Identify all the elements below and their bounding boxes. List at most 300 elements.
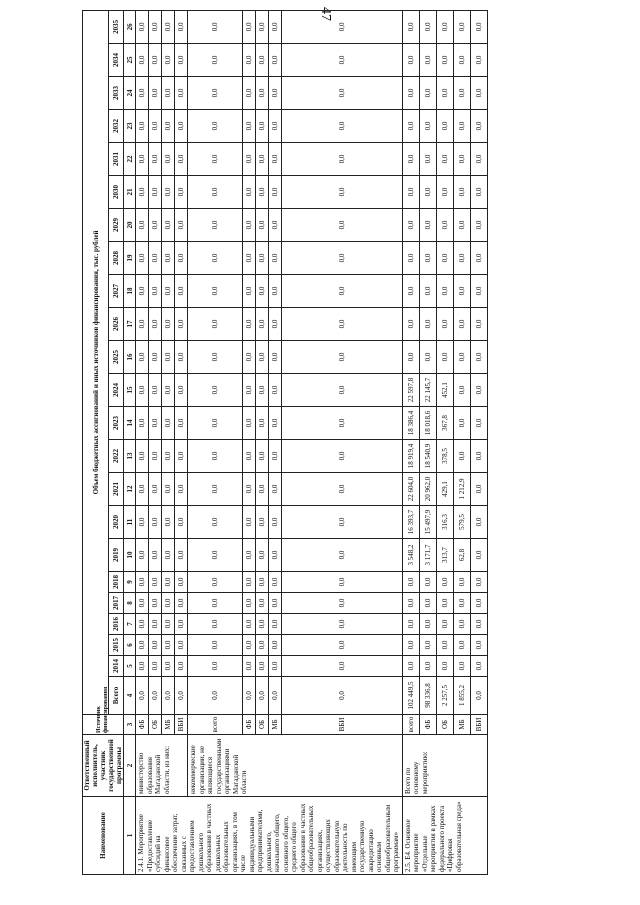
header-funding: Объем бюджетных ассигнований и иных источников финансирования, тыс. рублей	[83, 10, 109, 714]
value-cell: 0,0	[175, 593, 188, 614]
value-cell: 0,0	[242, 677, 255, 715]
value-cell: 0,0	[149, 440, 162, 473]
value-cell: 0,0	[436, 44, 453, 77]
value-cell: 0,0	[175, 242, 188, 275]
value-cell: 0,0	[175, 677, 188, 715]
value-cell: 0,0	[453, 242, 470, 275]
value-cell: 0,0	[149, 572, 162, 593]
value-cell: 0,0	[470, 539, 487, 572]
value-cell: 0,0	[255, 143, 268, 176]
value-cell: 18 386,4	[402, 407, 419, 440]
value-cell: 0,0	[162, 308, 175, 341]
value-cell: 0,0	[242, 440, 255, 473]
value-cell: 0,0	[149, 635, 162, 656]
column-number: 7	[124, 614, 136, 635]
value-cell: 0,0	[281, 143, 402, 176]
source-cell: ОБ	[255, 715, 268, 735]
value-cell: 0,0	[470, 614, 487, 635]
column-number: 25	[124, 44, 136, 77]
year-header: 2019	[109, 539, 124, 572]
value-cell: 0,0	[402, 614, 419, 635]
value-cell: 0,0	[419, 209, 436, 242]
year-header: 2023	[109, 407, 124, 440]
value-cell: 0,0	[281, 593, 402, 614]
value-cell: 0,0	[255, 44, 268, 77]
value-cell: 15 497,9	[419, 506, 436, 539]
value-cell: 0,0	[162, 656, 175, 677]
value-cell: 0,0	[419, 77, 436, 110]
value-cell: 0,0	[436, 656, 453, 677]
value-cell: 0,0	[188, 275, 243, 308]
value-cell: 0,0	[188, 593, 243, 614]
value-cell: 0,0	[470, 656, 487, 677]
header-name: Наименование	[83, 797, 124, 875]
value-cell: 0,0	[268, 539, 281, 572]
column-number: 21	[124, 176, 136, 209]
value-cell: 0,0	[281, 635, 402, 656]
value-cell: 0,0	[136, 176, 149, 209]
value-cell: 0,0	[242, 539, 255, 572]
year-header: 2022	[109, 440, 124, 473]
value-cell: 0,0	[470, 635, 487, 656]
value-cell: 0,0	[242, 473, 255, 506]
value-cell: 0,0	[188, 506, 243, 539]
value-cell: 0,0	[419, 593, 436, 614]
source-cell: ФБ	[242, 715, 255, 735]
value-cell: 0,0	[175, 572, 188, 593]
value-cell: 0,0	[453, 275, 470, 308]
value-cell: 0,0	[149, 308, 162, 341]
value-cell: 0,0	[402, 110, 419, 143]
value-cell: 0,0	[470, 506, 487, 539]
year-header: 2026	[109, 308, 124, 341]
column-number: 4	[124, 677, 136, 715]
value-cell: 0,0	[149, 176, 162, 209]
value-cell: 0,0	[136, 275, 149, 308]
value-cell: 0,0	[162, 143, 175, 176]
value-cell: 0,0	[453, 341, 470, 374]
value-cell: 0,0	[281, 473, 402, 506]
value-cell: 0,0	[162, 176, 175, 209]
value-cell: 0,0	[268, 77, 281, 110]
value-cell: 0,0	[419, 275, 436, 308]
value-cell: 0,0	[436, 209, 453, 242]
value-cell: 0,0	[188, 656, 243, 677]
value-cell: 0,0	[175, 656, 188, 677]
value-cell: 0,0	[436, 341, 453, 374]
value-cell: 0,0	[436, 308, 453, 341]
source-cell: ФБ	[419, 715, 436, 735]
value-cell: 0,0	[175, 506, 188, 539]
value-cell: 0,0	[162, 209, 175, 242]
value-cell: 0,0	[255, 275, 268, 308]
value-cell: 0,0	[188, 242, 243, 275]
value-cell: 0,0	[162, 635, 175, 656]
value-cell: 0,0	[255, 593, 268, 614]
value-cell: 0,0	[175, 44, 188, 77]
value-cell: 0,0	[149, 242, 162, 275]
value-cell: 0,0	[136, 143, 149, 176]
value-cell: 0,0	[402, 209, 419, 242]
value-cell: 0,0	[188, 176, 243, 209]
value-cell: 0,0	[470, 209, 487, 242]
value-cell: 0,0	[188, 539, 243, 572]
value-cell: 0,0	[470, 440, 487, 473]
column-number: 22	[124, 143, 136, 176]
measure-name: 2.4.1. Мероприятие «Предоставление субсидий на финансовое обеспечение затрат, связанных с предоставлением дошкольного образования в частных дошкольных образовательных организациях, в том числе индивидуальными предпринимателями, дошкольного, начального общего, основного общего, среднего общего образования в частных общеобразовательных организациях, осуществляющих образовательную деятельность по имеющим государственную аккредитацию основным общеобразовательным программам»	[136, 797, 403, 875]
value-cell: 0,0	[402, 572, 419, 593]
value-cell: 0,0	[268, 374, 281, 407]
value-cell: 0,0	[255, 110, 268, 143]
value-cell: 0,0	[255, 209, 268, 242]
value-cell: 0,0	[242, 635, 255, 656]
value-cell: 0,0	[149, 614, 162, 635]
value-cell: 0,0	[281, 44, 402, 77]
value-cell: 0,0	[453, 209, 470, 242]
value-cell: 102 449,5	[402, 677, 419, 715]
value-cell: 0,0	[149, 209, 162, 242]
value-cell: 0,0	[470, 374, 487, 407]
value-cell: 0,0	[268, 341, 281, 374]
source-cell: ВБИ	[281, 715, 402, 735]
year-header: Всего	[109, 677, 124, 715]
value-cell: 0,0	[188, 209, 243, 242]
value-cell: 0,0	[281, 506, 402, 539]
value-cell: 0,0	[255, 635, 268, 656]
column-number: 16	[124, 341, 136, 374]
value-cell: 0,0	[453, 176, 470, 209]
value-cell: 0,0	[268, 440, 281, 473]
value-cell: 0,0	[470, 143, 487, 176]
executor-ministry: министерство образования Магаданской области, из них:	[136, 735, 188, 797]
value-cell: 0,0	[188, 44, 243, 77]
value-cell: 0,0	[136, 374, 149, 407]
value-cell: 0,0	[162, 374, 175, 407]
value-cell: 0,0	[419, 110, 436, 143]
value-cell: 0,0	[149, 407, 162, 440]
value-cell: 0,0	[470, 110, 487, 143]
value-cell: 0,0	[268, 593, 281, 614]
value-cell: 0,0	[242, 341, 255, 374]
value-cell: 0,0	[402, 242, 419, 275]
value-cell: 0,0	[162, 539, 175, 572]
column-number: 5	[124, 656, 136, 677]
value-cell: 0,0	[162, 242, 175, 275]
year-header: 2015	[109, 635, 124, 656]
year-header: 2025	[109, 341, 124, 374]
year-header: 2024	[109, 374, 124, 407]
value-cell: 0,0	[268, 506, 281, 539]
value-cell: 0,0	[255, 308, 268, 341]
value-cell: 0,0	[136, 593, 149, 614]
value-cell: 0,0	[149, 341, 162, 374]
value-cell: 0,0	[419, 656, 436, 677]
column-number: 23	[124, 110, 136, 143]
value-cell: 0,0	[188, 635, 243, 656]
value-cell: 0,0	[419, 635, 436, 656]
funding-table	[82, 10, 488, 875]
value-cell: 0,0	[136, 209, 149, 242]
value-cell: 0,0	[268, 308, 281, 341]
value-cell: 0,0	[402, 635, 419, 656]
value-cell: 18 919,4	[402, 440, 419, 473]
value-cell: 0,0	[149, 44, 162, 77]
value-cell: 0,0	[268, 209, 281, 242]
source-cell: ОБ	[149, 715, 162, 735]
value-cell: 0,0	[136, 242, 149, 275]
value-cell: 0,0	[453, 656, 470, 677]
header-source: Источник финансирования	[83, 715, 124, 735]
value-cell: 0,0	[255, 506, 268, 539]
value-cell: 0,0	[162, 614, 175, 635]
column-number: 19	[124, 242, 136, 275]
value-cell: 2 257,5	[436, 677, 453, 715]
value-cell: 0,0	[242, 374, 255, 407]
value-cell: 0,0	[419, 143, 436, 176]
value-cell: 0,0	[255, 10, 268, 43]
value-cell: 0,0	[255, 77, 268, 110]
value-cell: 0,0	[436, 635, 453, 656]
value-cell: 0,0	[136, 473, 149, 506]
value-cell: 0,0	[136, 677, 149, 715]
value-cell: 0,0	[255, 677, 268, 715]
value-cell: 0,0	[149, 473, 162, 506]
column-number: 8	[124, 593, 136, 614]
value-cell: 0,0	[242, 10, 255, 43]
value-cell: 0,0	[268, 242, 281, 275]
value-cell: 0,0	[453, 593, 470, 614]
value-cell: 0,0	[136, 440, 149, 473]
value-cell: 0,0	[436, 572, 453, 593]
value-cell: 0,0	[255, 473, 268, 506]
value-cell: 0,0	[281, 77, 402, 110]
value-cell: 0,0	[149, 10, 162, 43]
value-cell: 0,0	[281, 374, 402, 407]
year-header: 2031	[109, 143, 124, 176]
year-header: 2017	[109, 593, 124, 614]
value-cell: 0,0	[149, 656, 162, 677]
value-cell: 0,0	[268, 635, 281, 656]
value-cell: 0,0	[149, 677, 162, 715]
value-cell: 0,0	[453, 572, 470, 593]
value-cell: 0,0	[188, 572, 243, 593]
value-cell: 316,3	[436, 506, 453, 539]
value-cell: 0,0	[281, 275, 402, 308]
value-cell: 0,0	[255, 656, 268, 677]
value-cell: 0,0	[242, 44, 255, 77]
value-cell: 367,8	[436, 407, 453, 440]
column-number: 15	[124, 374, 136, 407]
value-cell: 0,0	[255, 341, 268, 374]
value-cell: 0,0	[281, 614, 402, 635]
column-number: 9	[124, 572, 136, 593]
value-cell: 0,0	[419, 341, 436, 374]
value-cell: 0,0	[470, 407, 487, 440]
value-cell: 0,0	[402, 77, 419, 110]
value-cell: 0,0	[419, 44, 436, 77]
value-cell: 0,0	[175, 110, 188, 143]
column-number: 6	[124, 635, 136, 656]
value-cell: 0,0	[175, 209, 188, 242]
value-cell: 0,0	[402, 143, 419, 176]
value-cell: 16 393,7	[402, 506, 419, 539]
column-number: 24	[124, 77, 136, 110]
value-cell: 0,0	[175, 77, 188, 110]
column-number: 26	[124, 10, 136, 43]
value-cell: 0,0	[136, 572, 149, 593]
value-cell: 0,0	[242, 275, 255, 308]
value-cell: 0,0	[402, 656, 419, 677]
year-header: 2032	[109, 110, 124, 143]
measure-name: 2.5. Е4. Основное мероприятие «Отдельные мероприятия в рамках федерального проекта «Цифровая образовательная среда»	[402, 797, 487, 875]
column-number: 1	[124, 797, 136, 875]
column-number: 20	[124, 209, 136, 242]
value-cell: 0,0	[242, 593, 255, 614]
value-cell: 0,0	[175, 308, 188, 341]
value-cell: 0,0	[470, 176, 487, 209]
value-cell: 0,0	[419, 614, 436, 635]
year-header: 2018	[109, 572, 124, 593]
value-cell: 18 540,9	[419, 440, 436, 473]
value-cell: 0,0	[162, 440, 175, 473]
value-cell: 0,0	[175, 10, 188, 43]
value-cell: 0,0	[188, 308, 243, 341]
value-cell: 0,0	[188, 10, 243, 43]
value-cell: 0,0	[470, 44, 487, 77]
value-cell: 0,0	[188, 440, 243, 473]
page-number: 47	[318, 7, 333, 21]
value-cell: 0,0	[242, 242, 255, 275]
column-number: 11	[124, 506, 136, 539]
value-cell: 0,0	[188, 473, 243, 506]
value-cell: 0,0	[136, 539, 149, 572]
value-cell: 0,0	[242, 143, 255, 176]
value-cell: 0,0	[281, 10, 402, 43]
value-cell: 0,0	[419, 572, 436, 593]
value-cell: 0,0	[470, 275, 487, 308]
year-header: 2027	[109, 275, 124, 308]
value-cell: 0,0	[175, 407, 188, 440]
value-cell: 0,0	[136, 308, 149, 341]
column-number: 14	[124, 407, 136, 440]
year-header: 2028	[109, 242, 124, 275]
value-cell: 0,0	[188, 614, 243, 635]
year-header: 2014	[109, 656, 124, 677]
value-cell: 0,0	[242, 308, 255, 341]
value-cell: 0,0	[436, 614, 453, 635]
value-cell: 0,0	[175, 341, 188, 374]
value-cell: 0,0	[149, 275, 162, 308]
value-cell: 0,0	[402, 341, 419, 374]
source-cell: всего	[402, 715, 419, 735]
value-cell: 0,0	[268, 44, 281, 77]
value-cell: 0,0	[419, 308, 436, 341]
value-cell: 0,0	[402, 176, 419, 209]
year-header: 2034	[109, 44, 124, 77]
value-cell: 0,0	[268, 275, 281, 308]
value-cell: 0,0	[175, 176, 188, 209]
value-cell: 98 336,8	[419, 677, 436, 715]
value-cell: 0,0	[281, 341, 402, 374]
value-cell: 0,0	[162, 10, 175, 43]
value-cell: 0,0	[136, 341, 149, 374]
value-cell: 0,0	[162, 506, 175, 539]
value-cell: 0,0	[136, 635, 149, 656]
value-cell: 0,0	[453, 77, 470, 110]
value-cell: 0,0	[419, 242, 436, 275]
column-number: 13	[124, 440, 136, 473]
value-cell: 0,0	[453, 308, 470, 341]
value-cell: 0,0	[281, 110, 402, 143]
value-cell: 0,0	[136, 656, 149, 677]
value-cell: 0,0	[175, 473, 188, 506]
value-cell: 0,0	[470, 677, 487, 715]
value-cell: 0,0	[188, 77, 243, 110]
value-cell: 3 171,7	[419, 539, 436, 572]
value-cell: 0,0	[453, 143, 470, 176]
value-cell: 0,0	[436, 593, 453, 614]
value-cell: 0,0	[188, 407, 243, 440]
value-cell: 0,0	[255, 374, 268, 407]
value-cell: 0,0	[281, 656, 402, 677]
value-cell: 0,0	[175, 635, 188, 656]
value-cell: 0,0	[162, 44, 175, 77]
value-cell: 0,0	[136, 614, 149, 635]
value-cell: 0,0	[162, 572, 175, 593]
value-cell: 0,0	[268, 677, 281, 715]
column-number: 3	[124, 715, 136, 735]
source-cell: ВБИ	[175, 715, 188, 735]
value-cell: 0,0	[162, 110, 175, 143]
value-cell: 0,0	[242, 110, 255, 143]
value-cell: 313,7	[436, 539, 453, 572]
value-cell: 0,0	[470, 473, 487, 506]
rotated-page	[82, 19, 637, 875]
value-cell: 1 855,2	[453, 677, 470, 715]
value-cell: 0,0	[255, 176, 268, 209]
value-cell: 0,0	[268, 572, 281, 593]
value-cell: 0,0	[162, 407, 175, 440]
value-cell: 0,0	[268, 176, 281, 209]
year-header: 2016	[109, 614, 124, 635]
value-cell: 0,0	[162, 677, 175, 715]
value-cell: 0,0	[175, 143, 188, 176]
value-cell: 0,0	[419, 176, 436, 209]
value-cell: 579,5	[453, 506, 470, 539]
value-cell: 0,0	[242, 572, 255, 593]
table-row	[136, 10, 149, 874]
value-cell: 0,0	[242, 614, 255, 635]
value-cell: 0,0	[402, 593, 419, 614]
value-cell: 0,0	[136, 10, 149, 43]
source-cell: МБ	[453, 715, 470, 735]
value-cell: 0,0	[136, 407, 149, 440]
value-cell: 0,0	[268, 473, 281, 506]
value-cell: 1 212,9	[453, 473, 470, 506]
value-cell: 0,0	[136, 77, 149, 110]
executor-nonprofit: некоммерческие организации, не являющиеся государственными организациями Магаданской области	[188, 735, 403, 797]
value-cell: 0,0	[281, 677, 402, 715]
source-cell: МБ	[162, 715, 175, 735]
value-cell: 0,0	[402, 275, 419, 308]
value-cell: 0,0	[136, 44, 149, 77]
value-cell: 0,0	[453, 407, 470, 440]
value-cell: 20 962,0	[419, 473, 436, 506]
value-cell: 0,0	[175, 374, 188, 407]
value-cell: 0,0	[175, 275, 188, 308]
value-cell: 0,0	[268, 143, 281, 176]
value-cell: 0,0	[281, 572, 402, 593]
